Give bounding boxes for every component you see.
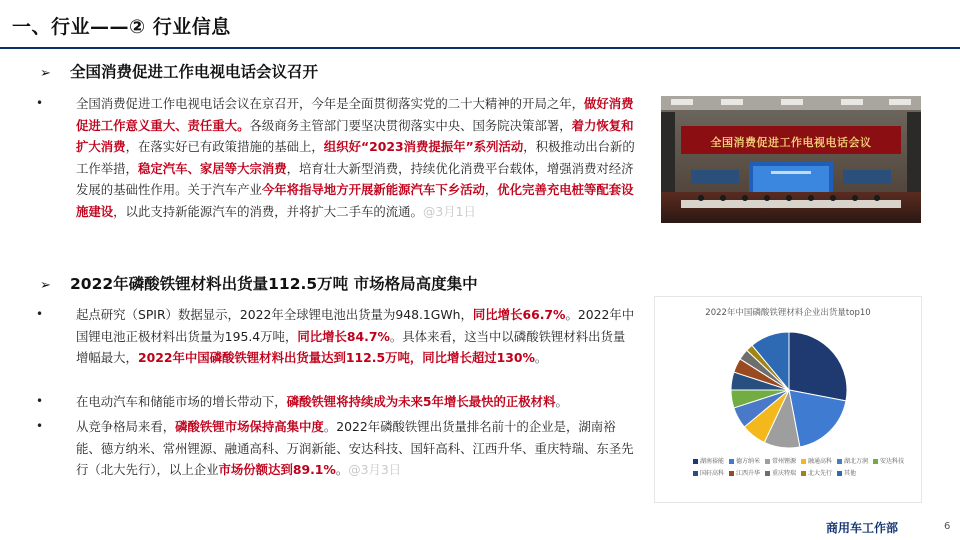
legend-item [765, 457, 801, 467]
section2-date-watermark: @3月3日 [348, 462, 402, 478]
text-run: 。2022年磷酸铁锂出货量排名前十的企业是，湖南裕能、德方纳米、常州锂源、融通高科、万润新能、安达科技、国轩高科、江西升华、重庆特瑞、东圣先行（北大先行），以上企业 [76, 419, 634, 478]
section2-bullet-3 [36, 416, 636, 481]
pie-chart-panel [654, 296, 922, 503]
highlighted-text: 同比增长66.7% [472, 307, 566, 322]
conference-photo [661, 96, 921, 223]
legend-label: 江西升华 [736, 470, 761, 477]
text-run: ，在落实好已有政策措施的基础上， [125, 139, 324, 155]
text-run: 。2022年中国锂电池正极材料出货量为195.4万吨， [76, 307, 635, 344]
text-run: 从竞争格局来看， [76, 419, 176, 434]
legend-label: 常州锂源 [772, 458, 797, 465]
text-run: 全国消费促进工作电视电话会议在京召开，今年是全面贯彻落实党的二十大精神的开局之年， [76, 96, 585, 111]
legend-swatch [693, 459, 698, 464]
section2-bullet-2 [36, 391, 636, 413]
section2-bullet-1-text [76, 307, 634, 365]
text-run: ，积极推动出台新的工作举措， [76, 139, 635, 176]
legend-label: 北大先行 [808, 470, 833, 477]
legend-label: 重庆特瑞 [772, 470, 797, 477]
legend-item [801, 457, 837, 467]
legend-swatch [873, 459, 878, 464]
text-run: ， [484, 182, 498, 198]
legend-item [873, 457, 909, 467]
legend-swatch [837, 459, 842, 464]
legend-swatch [801, 459, 806, 464]
header-divider [0, 47, 960, 49]
highlighted-text: 磷酸铁锂市场保持高集中度 [175, 419, 324, 434]
text-run: 。 [534, 350, 548, 366]
highlighted-text: 市场份额达到89.1% [218, 462, 336, 478]
highlighted-text: 着力恢复和扩大消费 [76, 117, 634, 155]
slide-title: 一、行业——② 行业信息 [12, 16, 231, 38]
section2-title-text: 2022年磷酸铁锂材料出货量112.5万吨 市场格局高度集中 [70, 275, 478, 293]
bullet-dot-icon: • [36, 419, 44, 433]
slide-header [0, 0, 960, 48]
section1-date-watermark: @3月1日 [422, 203, 476, 219]
pie-chart [655, 315, 923, 475]
legend-label: 安达科技 [880, 458, 905, 465]
bullet-dot-icon: • [36, 307, 44, 321]
legend-item [801, 469, 837, 479]
legend-swatch [729, 459, 734, 464]
legend-swatch [693, 471, 698, 476]
page-number: 6 [944, 521, 951, 532]
chart-legend [693, 457, 919, 481]
highlighted-text: 今年将指导地方开展新能源汽车下乡活动 [261, 182, 485, 198]
text-run: ，培育壮大新型消费，持续优化消费平台载体，增强消费对经济发展的基础性作用。关于汽车产业 [76, 160, 634, 198]
arrow-bullet-icon: ➢ [40, 66, 51, 81]
text-run: 在电动汽车和储能市场的增长带动下， [76, 394, 287, 409]
legend-swatch [801, 471, 806, 476]
conference-photo-illustration [661, 96, 921, 223]
section2-bullet-2-text [76, 394, 568, 409]
highlighted-text: 组织好“2023消费提振年”系列活动 [323, 139, 524, 155]
highlighted-text: 同比增长84.7% [297, 328, 390, 344]
legend-swatch [729, 471, 734, 476]
legend-label: 其他 [844, 470, 857, 477]
highlighted-text: 磷酸铁锂将持续成为未来5年增长最快的正极材料 [286, 394, 556, 409]
highlighted-text: 稳定汽车、家居等大宗消费 [137, 160, 287, 176]
arrow-bullet-icon: ➢ [40, 278, 51, 293]
section1-paragraph [36, 93, 640, 223]
legend-swatch [765, 459, 770, 464]
legend-label: 湖北万润 [844, 458, 869, 465]
section2-title [40, 272, 478, 294]
legend-label: 湖南裕能 [700, 458, 725, 465]
conference-banner-text: 全国消费促进工作电视电话会议 [710, 136, 872, 149]
legend-label: 德方纳米 [736, 458, 761, 465]
section1-text [76, 96, 635, 219]
legend-swatch [837, 471, 842, 476]
highlighted-text: 做好消费促进工作意义重大、责任重大。 [76, 96, 634, 133]
pie-slice [789, 332, 847, 401]
text-run: 。 [555, 394, 568, 409]
legend-swatch [765, 471, 770, 476]
department-label: 商用车工作部 [826, 521, 899, 535]
text-run: 。具体来看，这当中以磷酸铁锂材料出货量增幅最大， [76, 328, 626, 366]
section2-bullet-1 [36, 304, 636, 369]
legend-label: 融通高科 [808, 458, 833, 465]
legend-item [765, 469, 801, 479]
section1-title-text: 全国消费促进工作电视电话会议召开 [70, 63, 319, 81]
legend-item [693, 457, 729, 467]
bullet-dot-icon: • [36, 394, 44, 408]
highlighted-text: 2022年中国磷酸铁锂材料出货量达到112.5万吨，同比增长超过130% [137, 350, 535, 366]
legend-item [729, 457, 765, 467]
legend-item [837, 457, 873, 467]
text-run: 各级商务主管部门要坚决贯彻落实中央、国务院决策部署， [249, 117, 572, 133]
highlighted-text: 优化完善充电桩等配套设施建设 [76, 182, 634, 219]
text-run: ，以此支持新能源汽车的消费，并将扩大二手车的流通。 [113, 203, 423, 219]
bullet-dot-icon: • [36, 96, 44, 110]
text-run: 起点研究（SPIR）数据显示，2022年全球锂电池出货量为948.1GWh， [76, 307, 473, 322]
chart-title: 2022年中国磷酸铁锂材料企业出货量top10 [705, 308, 871, 318]
legend-label: 国轩高科 [700, 470, 725, 477]
section1-title [40, 60, 318, 82]
text-run: 。 [335, 462, 349, 478]
legend-item [729, 469, 765, 479]
legend-item [837, 469, 873, 479]
legend-item [693, 469, 729, 479]
